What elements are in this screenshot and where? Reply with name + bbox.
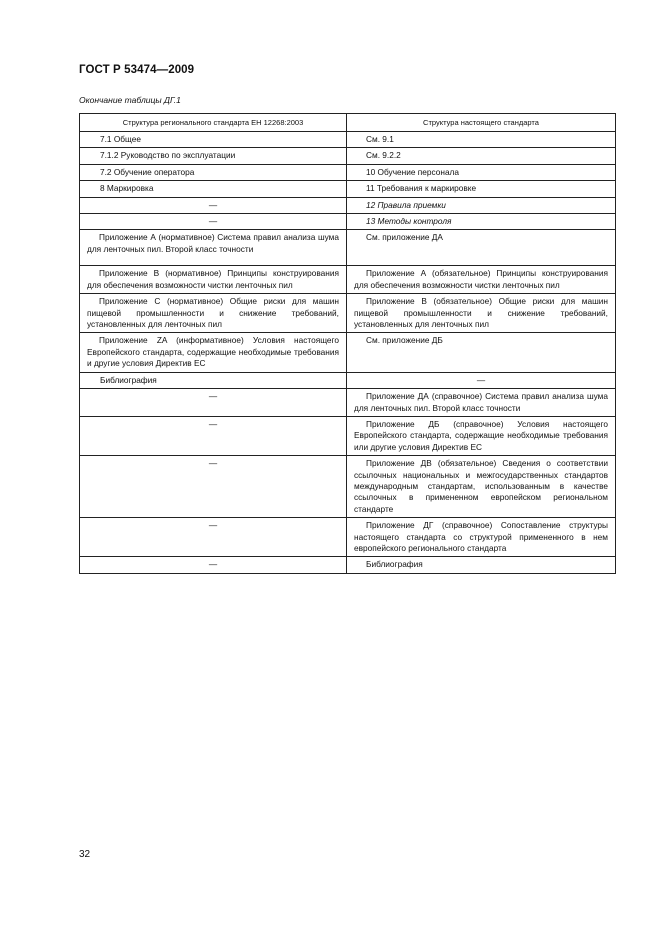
- regional-cell: Библиография: [80, 372, 347, 388]
- table-header-row: [80, 114, 616, 132]
- table-row: [80, 518, 616, 557]
- regional-cell: —: [80, 197, 347, 213]
- page-number: 32: [79, 849, 91, 860]
- regional-cell: 7.1.2 Руководство по эксплуатации: [80, 148, 347, 164]
- table-row: [80, 230, 616, 266]
- table-row: [80, 164, 616, 180]
- regional-cell: —: [80, 389, 347, 417]
- national-cell: 13 Методы контроля: [347, 214, 616, 230]
- column-header-this-standard: Структура настоящего стандарта: [347, 114, 616, 132]
- table-row: [80, 148, 616, 164]
- regional-cell: 7.2 Обучение оператора: [80, 164, 347, 180]
- table-row: [80, 333, 616, 372]
- table-row: [80, 214, 616, 230]
- table-row: [80, 266, 616, 294]
- national-cell: Приложение ДГ (справочное) Сопоставление структуры настоящего стандарта со структурой примененного в нем европейского регионального стандарта: [347, 518, 616, 557]
- national-cell: Приложение ДБ (справочное) Условия настоящего Европейского стандарта, содержащие необходимые требования или другие условия Директив ЕС: [347, 416, 616, 455]
- regional-cell: 7.1 Общее: [80, 132, 347, 148]
- national-cell: 12 Правила приемки: [347, 197, 616, 213]
- national-cell: Приложение ДВ (обязательное) Сведения о соответствии ссылочных национальных и межгосударственных стандартов международным стандартам, использованным в качестве ссылочных в примененном европейском региональном стандарте: [347, 456, 616, 518]
- table-row: [80, 294, 616, 333]
- table-row: [80, 456, 616, 518]
- document-header: ГОСТ Р 53474—2009: [79, 64, 195, 76]
- regional-cell: Приложение А (нормативное) Система правил анализа шума для ленточных пил. Второй класс точности: [80, 230, 347, 266]
- national-cell: См. приложение ДБ: [347, 333, 616, 372]
- column-header-regional-standard: Структура регионального стандарта ЕН 12268:2003: [80, 114, 347, 132]
- national-cell: Приложение В (обязательное) Общие риски для машин пищевой промышленности и снижение требований, установленных для ленточных пил: [347, 294, 616, 333]
- national-cell: См. 9.1: [347, 132, 616, 148]
- national-cell: 11 Требования к маркировке: [347, 181, 616, 197]
- regional-cell: 8 Маркировка: [80, 181, 347, 197]
- table-row: [80, 132, 616, 148]
- table-row: [80, 389, 616, 417]
- regional-cell: —: [80, 557, 347, 573]
- regional-cell: Приложение С (нормативное) Общие риски для машин пищевой промышленности и снижение требований, установленных для ленточных пил: [80, 294, 347, 333]
- table-row: [80, 416, 616, 455]
- regional-cell: —: [80, 214, 347, 230]
- national-cell: См. приложение ДА: [347, 230, 616, 266]
- national-cell: Приложение ДА (справочное) Система правил анализа шума для ленточных пил. Второй класс точности: [347, 389, 616, 417]
- national-cell: Приложение А (обязательное) Принципы конструирования для обеспечения возможности чистки ленточных пил: [347, 266, 616, 294]
- regional-cell: —: [80, 518, 347, 557]
- table-row: [80, 197, 616, 213]
- comparison-table: [79, 113, 616, 574]
- table-row: [80, 557, 616, 573]
- national-cell: 10 Обучение персонала: [347, 164, 616, 180]
- regional-cell: —: [80, 416, 347, 455]
- table-row: [80, 372, 616, 388]
- table-caption: Окончание таблицы ДГ.1: [79, 95, 181, 105]
- national-cell: Библиография: [347, 557, 616, 573]
- national-cell: См. 9.2.2: [347, 148, 616, 164]
- regional-cell: Приложение В (нормативное) Принципы конструирования для обеспечения возможности чистки ленточных пил: [80, 266, 347, 294]
- table-row: [80, 181, 616, 197]
- regional-cell: Приложение ZA (информативное) Условия настоящего Европейского стандарта, содержащие необходимые требования и другие условия Директив ЕС: [80, 333, 347, 372]
- national-cell: —: [347, 372, 616, 388]
- regional-cell: —: [80, 456, 347, 518]
